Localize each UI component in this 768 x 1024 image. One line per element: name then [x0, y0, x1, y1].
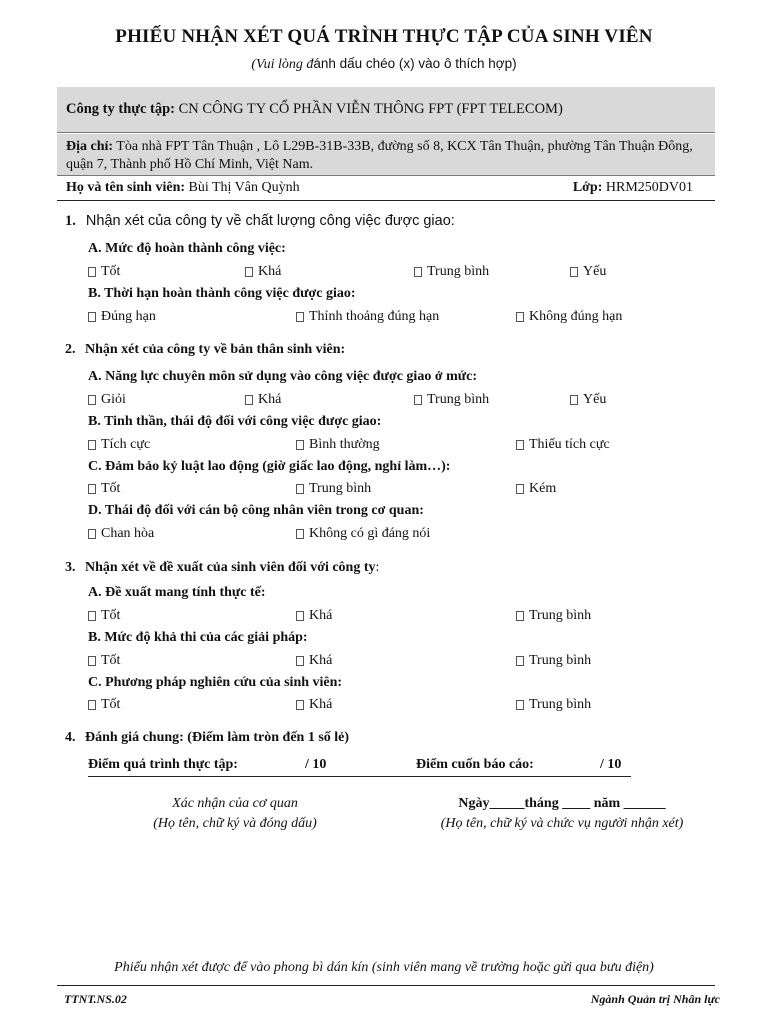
checkbox[interactable]: [296, 440, 304, 450]
option-label: Đúng hạn: [101, 309, 156, 324]
option-label: Giỏi: [101, 392, 126, 407]
signature-left-title: Xác nhận của cơ quan: [172, 796, 298, 811]
signature-date[interactable]: Ngày_____tháng ____ năm ______: [458, 796, 666, 811]
checkbox[interactable]: [516, 700, 524, 710]
q1-a-title: A. Mức độ hoàn thành công việc:: [88, 241, 286, 256]
question-3: [65, 560, 379, 576]
instruction-text: ánh dấu chéo (x) vào ô thích hợp): [313, 56, 517, 71]
q2-a-option[interactable]: [88, 392, 126, 408]
q2-a-option[interactable]: [414, 392, 489, 408]
address-label: Địa chỉ:: [66, 139, 114, 154]
q2-c-option[interactable]: [296, 481, 371, 497]
question-1: [65, 213, 455, 230]
q2-d-option[interactable]: [296, 526, 430, 542]
checkbox[interactable]: [516, 440, 524, 450]
q2-b-option[interactable]: [88, 437, 150, 453]
q3-a-title: A. Đề xuất mang tính thực tế:: [88, 585, 266, 600]
q2-a-option[interactable]: [245, 392, 281, 408]
question-2-text: Nhận xét của công ty về bản thân sinh viên:: [85, 342, 346, 357]
q2-a-option[interactable]: [570, 392, 606, 408]
checkbox[interactable]: [296, 700, 304, 710]
q1-a-option[interactable]: [414, 264, 489, 280]
option-label: Khá: [309, 697, 333, 712]
address-value: Tòa nhà FPT Tân Thuận , Lô L29B-31B-33B, đường số 8, KCX Tân Thuận, phường Tân Thuận Đông, quận 7, Thành phố Hồ Chí Minh, Việt Nam.: [66, 139, 693, 172]
q3-b-option[interactable]: [296, 653, 332, 669]
signature-left-note: (Họ tên, chữ ký và đóng dấu): [153, 816, 317, 831]
checkbox[interactable]: [296, 484, 304, 494]
checkbox[interactable]: [88, 267, 96, 277]
q1-b-title: B. Thời hạn hoàn thành công việc được giao:: [88, 286, 356, 301]
option-label: Tốt: [101, 481, 121, 496]
checkbox[interactable]: [414, 395, 422, 405]
department-name: Ngành Quản trị Nhân lực: [590, 992, 720, 1006]
score-process-value[interactable]: / 10: [305, 757, 327, 772]
q2-a-title: A. Năng lực chuyên môn sử dụng vào công việc được giao ở mức:: [88, 369, 478, 384]
checkbox[interactable]: [88, 484, 96, 494]
question-3-colon: :: [375, 560, 380, 575]
q2-d-option[interactable]: [88, 526, 154, 542]
option-label: Khá: [309, 653, 333, 668]
q3-a-option[interactable]: [296, 608, 332, 624]
q2-c-option[interactable]: [88, 481, 120, 497]
q2-b-title: B. Tinh thần, thái độ đối với công việc được giao:: [88, 414, 382, 429]
form-instruction: [0, 56, 768, 73]
option-label: Trung bình: [529, 653, 592, 668]
checkbox[interactable]: [516, 312, 524, 322]
checkbox[interactable]: [88, 440, 96, 450]
class-label: Lớp:: [572, 180, 603, 195]
option-label: Trung bình: [529, 697, 592, 712]
checkbox[interactable]: [88, 700, 96, 710]
option-label: Thiếu tích cực: [529, 437, 610, 452]
question-2-number: 2.: [65, 342, 76, 357]
option-label: Tốt: [101, 697, 121, 712]
company-row: [66, 101, 563, 118]
question-4-number: 4.: [65, 730, 76, 745]
option-label: Khá: [258, 264, 282, 279]
option-label: Tốt: [101, 264, 121, 279]
q3-b-option[interactable]: [516, 653, 591, 669]
checkbox[interactable]: [88, 656, 96, 666]
class-row: [573, 180, 693, 196]
q3-a-option[interactable]: [516, 608, 591, 624]
option-label: Kém: [529, 481, 557, 496]
checkbox[interactable]: [88, 529, 96, 539]
address-row: [66, 138, 706, 174]
score-underline: [88, 775, 631, 777]
company-value: CN CÔNG TY CỔ PHẦN VIỄN THÔNG FPT (FPT TELECOM): [175, 101, 563, 117]
option-label: Trung bình: [427, 264, 490, 279]
option-label: Chan hòa: [101, 526, 155, 541]
question-1-number: 1.: [65, 213, 76, 229]
option-label: Trung bình: [427, 392, 490, 407]
option-label: Tốt: [101, 608, 121, 623]
footer-note: Phiếu nhận xét được để vào phong bì dán kín (sinh viên mang về trường hoặc gửi qua bưu điện): [114, 960, 654, 975]
option-label: Trung bình: [529, 608, 592, 623]
question-1-text: Nhận xét của công ty về chất lượng công việc được giao:: [85, 213, 455, 229]
option-label: Khá: [258, 392, 282, 407]
company-section: [57, 87, 715, 133]
q3-c-option[interactable]: [88, 697, 120, 713]
q3-a-option[interactable]: [88, 608, 120, 624]
form-title: PHIẾU NHẬN XÉT QUÁ TRÌNH THỰC TẬP CỦA SINH VIÊN: [115, 26, 653, 47]
option-label: Không có gì đáng nói: [309, 526, 431, 541]
score-process-label: Điểm quá trình thực tập:: [88, 757, 238, 772]
option-label: Tốt: [101, 653, 121, 668]
student-value: Bùi Thị Vân Quỳnh: [185, 180, 300, 195]
q2-b-option[interactable]: [296, 437, 380, 453]
q2-b-option[interactable]: [516, 437, 610, 453]
q1-a-option[interactable]: [88, 264, 120, 280]
checkbox[interactable]: [88, 611, 96, 621]
q1-b-option[interactable]: [516, 309, 622, 325]
checkbox[interactable]: [296, 529, 304, 539]
instruction-italic: (Vui lòng đ: [251, 57, 314, 72]
question-2: [65, 342, 345, 358]
checkbox[interactable]: [245, 267, 253, 277]
option-label: Trung bình: [309, 481, 372, 496]
option-label: Không đúng hạn: [529, 309, 623, 324]
q2-c-title: C. Đảm bảo kỷ luật lao động (giờ giấc lao động, nghỉ làm…):: [88, 459, 451, 474]
question-3-text: Nhận xét về đề xuất của sinh viên đối với công ty: [85, 560, 376, 575]
student-name-row: [66, 180, 300, 196]
form-code: TTNT.NS.02: [64, 992, 127, 1006]
q1-a-option[interactable]: [570, 264, 606, 280]
q2-d-title: D. Thái độ đối với cán bộ công nhân viên trong cơ quan:: [88, 503, 424, 518]
score-report-value[interactable]: / 10: [600, 757, 622, 772]
option-label: Tích cực: [101, 437, 151, 452]
signature-right-note: (Họ tên, chữ ký và chức vụ người nhận xét): [440, 816, 684, 831]
q1-b-option[interactable]: [88, 309, 156, 325]
student-label: Họ và tên sinh viên:: [66, 180, 186, 195]
student-section: [57, 177, 715, 201]
option-label: Yếu: [583, 392, 607, 407]
checkbox[interactable]: [296, 611, 304, 621]
checkbox[interactable]: [516, 656, 524, 666]
q2-c-option[interactable]: [516, 481, 556, 497]
q1-a-option[interactable]: [245, 264, 281, 280]
checkbox[interactable]: [570, 395, 578, 405]
checkbox[interactable]: [88, 312, 96, 322]
class-value: HRM250DV01: [602, 180, 693, 195]
option-label: Yếu: [583, 264, 607, 279]
option-label: Bình thường: [309, 437, 380, 452]
option-label: Khá: [309, 608, 333, 623]
footer-divider: [57, 985, 715, 987]
company-label: Công ty thực tập:: [66, 101, 175, 117]
q3-c-option[interactable]: [516, 697, 591, 713]
checkbox[interactable]: [88, 395, 96, 405]
checkbox[interactable]: [296, 656, 304, 666]
question-3-number: 3.: [65, 560, 76, 575]
address-section: [57, 134, 715, 176]
option-label: Thỉnh thoảng đúng hạn: [309, 309, 440, 324]
q3-c-option[interactable]: [296, 697, 332, 713]
checkbox[interactable]: [570, 267, 578, 277]
score-report-label: Điểm cuốn báo cáo:: [416, 757, 534, 772]
question-4: [65, 730, 349, 746]
checkbox[interactable]: [414, 267, 422, 277]
checkbox[interactable]: [296, 312, 304, 322]
checkbox[interactable]: [516, 611, 524, 621]
checkbox[interactable]: [516, 484, 524, 494]
q3-b-title: B. Mức độ khả thi của các giải pháp:: [88, 630, 308, 645]
checkbox[interactable]: [245, 395, 253, 405]
q1-b-option[interactable]: [296, 309, 439, 325]
q3-c-title: C. Phương pháp nghiên cứu của sinh viên:: [88, 675, 343, 690]
q3-b-option[interactable]: [88, 653, 120, 669]
question-4-text: Đánh giá chung: (Điểm làm tròn đến 1 số lẻ): [85, 730, 350, 745]
